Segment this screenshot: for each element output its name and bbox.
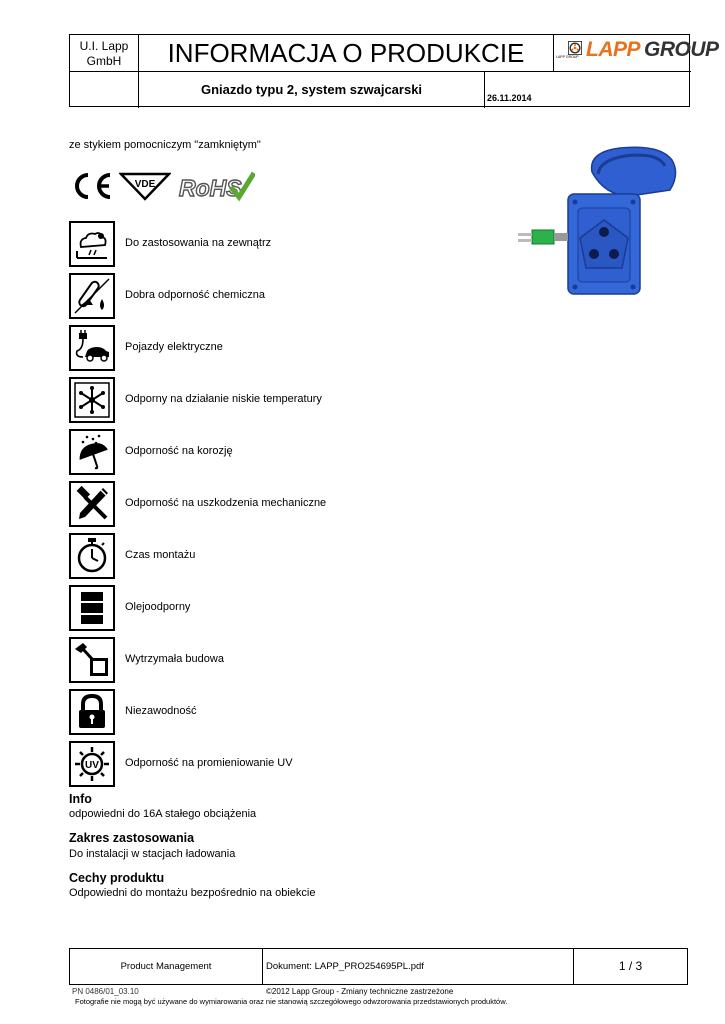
lapp-logo-icon	[568, 41, 582, 55]
feature-item	[69, 325, 369, 371]
product-photo	[510, 142, 685, 302]
footer-department: Product Management	[70, 949, 263, 984]
logo-lapp-text: LAPP	[586, 38, 641, 61]
section-heading-application: Zakres zastosowania	[69, 831, 195, 845]
section-text-features: Odpowiedni do montażu bezpośrednio na obiekcie	[69, 887, 316, 899]
company-name-line2: GmbH	[86, 54, 122, 68]
product-subtitle: ze stykiem pomocniczym "zamkniętym"	[69, 139, 261, 151]
product-name: Gniazdo typu 2, system szwajcarski	[139, 72, 485, 108]
vde-mark-icon	[119, 171, 171, 201]
footer-pn: PN 0486/01_03.10	[72, 987, 139, 996]
mechanical-damage-icon	[69, 481, 115, 527]
feature-item	[69, 377, 369, 423]
padlock-icon	[69, 689, 115, 735]
feature-label: Olejoodporny	[125, 601, 191, 613]
feature-item	[69, 429, 369, 475]
footer-copyright: ©2012 Lapp Group - Zmiany techniczne zastrzeżone	[266, 987, 454, 996]
header-table	[69, 34, 719, 107]
feature-item	[69, 533, 369, 579]
feature-label: Dobra odporność chemiczna	[125, 289, 266, 301]
document-title: INFORMACJA O PRODUKCIE	[139, 35, 554, 72]
section-text-info: odpowiedni do 16A stałego obciążenia	[69, 808, 257, 820]
rohs-mark-icon	[177, 169, 255, 203]
feature-item	[69, 481, 369, 527]
feature-label: Odporny na działanie niskie temperatury	[125, 393, 322, 405]
section-heading-info: Info	[69, 792, 92, 806]
company-name-line1: U.I. Lapp	[79, 39, 129, 53]
oil-barrel-icon	[69, 585, 115, 631]
feature-label: Do zastosowania na zewnątrz	[125, 237, 272, 249]
feature-item	[69, 273, 369, 319]
stopwatch-icon	[69, 533, 115, 579]
feature-label: Odporność na promieniowanie UV	[125, 757, 293, 769]
feature-label: Pojazdy elektryczne	[125, 341, 223, 353]
ce-mark-icon	[69, 171, 113, 201]
lapp-group-logo	[554, 35, 719, 72]
section-heading-features: Cechy produktu	[69, 871, 165, 885]
feature-label: Odporność na korozję	[125, 445, 233, 457]
document-date: 26.11.2014	[487, 93, 532, 103]
logo-tag-text: LAPP GROUP	[556, 55, 579, 59]
svg-text:RoHS: RoHS	[179, 175, 242, 201]
svg-text:VDE: VDE	[134, 179, 156, 190]
feature-item	[69, 689, 369, 735]
header-blank-cell	[70, 72, 139, 108]
footer-disclaimer: Fotografie nie mogą być używane do wymiarowania oraz nie stanowią szczegółowego odwzorowania przedstawionych produktów.	[75, 997, 508, 1006]
feature-item	[69, 221, 369, 267]
svg-text:UV: UV	[85, 760, 99, 771]
feature-label: Wytrzymała budowa	[125, 653, 224, 665]
company-name	[70, 35, 139, 72]
robust-hammer-icon	[69, 637, 115, 683]
footer-table	[69, 948, 688, 985]
footer-document: Dokument: LAPP_PRO254695PL.pdf	[263, 949, 574, 984]
feature-item	[69, 585, 369, 631]
electric-vehicle-icon	[69, 325, 115, 371]
logo-group-text: GROUP	[644, 38, 719, 61]
uv-icon	[69, 741, 115, 787]
feature-label: Niezawodność	[125, 705, 197, 717]
footer-page-number: 1 / 3	[618, 959, 643, 973]
corrosion-icon	[69, 429, 115, 475]
section-text-application: Do instalacji w stacjach ładowania	[69, 848, 236, 860]
feature-label: Czas montażu	[125, 549, 196, 561]
feature-label: Odporność na uszkodzenia mechaniczne	[125, 497, 327, 509]
feature-item	[69, 741, 369, 787]
outdoor-icon	[69, 221, 115, 267]
low-temperature-icon	[69, 377, 115, 423]
chemical-resistance-icon	[69, 273, 115, 319]
certification-marks	[69, 169, 259, 203]
feature-item	[69, 637, 369, 683]
